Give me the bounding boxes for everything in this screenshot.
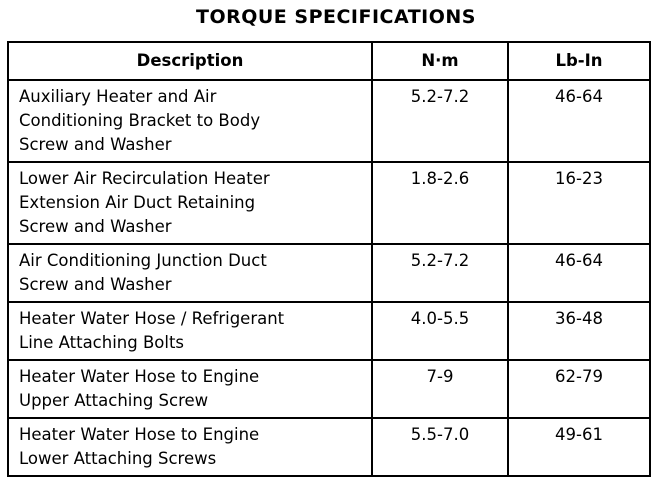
table-row	[8, 80, 650, 162]
table-row	[8, 360, 650, 418]
page-title: TORQUE SPECIFICATIONS	[195, 6, 476, 28]
lbin-cell: 16-23	[508, 162, 650, 244]
lbin-cell: 46-64	[508, 244, 650, 302]
torque-specifications-table	[7, 41, 651, 477]
table-row	[8, 244, 650, 302]
table-row	[8, 302, 650, 360]
table-header-row	[8, 42, 650, 80]
description-cell: Heater Water Hose to Engine Lower Attaching Screws	[8, 418, 372, 476]
nm-cell: 5.2-7.2	[372, 80, 508, 162]
nm-cell: 4.0-5.5	[372, 302, 508, 360]
nm-cell: 7-9	[372, 360, 508, 418]
description-cell: Lower Air Recirculation Heater Extension Air Duct Retaining Screw and Washer	[8, 162, 372, 244]
table-row	[8, 162, 650, 244]
lbin-cell: 36-48	[508, 302, 650, 360]
description-cell: Heater Water Hose / Refrigerant Line Attaching Bolts	[8, 302, 372, 360]
lbin-cell: 62-79	[508, 360, 650, 418]
nm-cell: 5.5-7.0	[372, 418, 508, 476]
column-header-nm: N·m	[372, 42, 508, 80]
description-cell: Air Conditioning Junction Duct Screw and Washer	[8, 244, 372, 302]
description-cell: Auxiliary Heater and Air Conditioning Bracket to Body Screw and Washer	[8, 80, 372, 162]
nm-cell: 5.2-7.2	[372, 244, 508, 302]
column-header-description: Description	[8, 42, 372, 80]
lbin-cell: 46-64	[508, 80, 650, 162]
description-cell: Heater Water Hose to Engine Upper Attaching Screw	[8, 360, 372, 418]
lbin-cell: 49-61	[508, 418, 650, 476]
table-row	[8, 418, 650, 476]
column-header-lbin: Lb-In	[508, 42, 650, 80]
nm-cell: 1.8-2.6	[372, 162, 508, 244]
